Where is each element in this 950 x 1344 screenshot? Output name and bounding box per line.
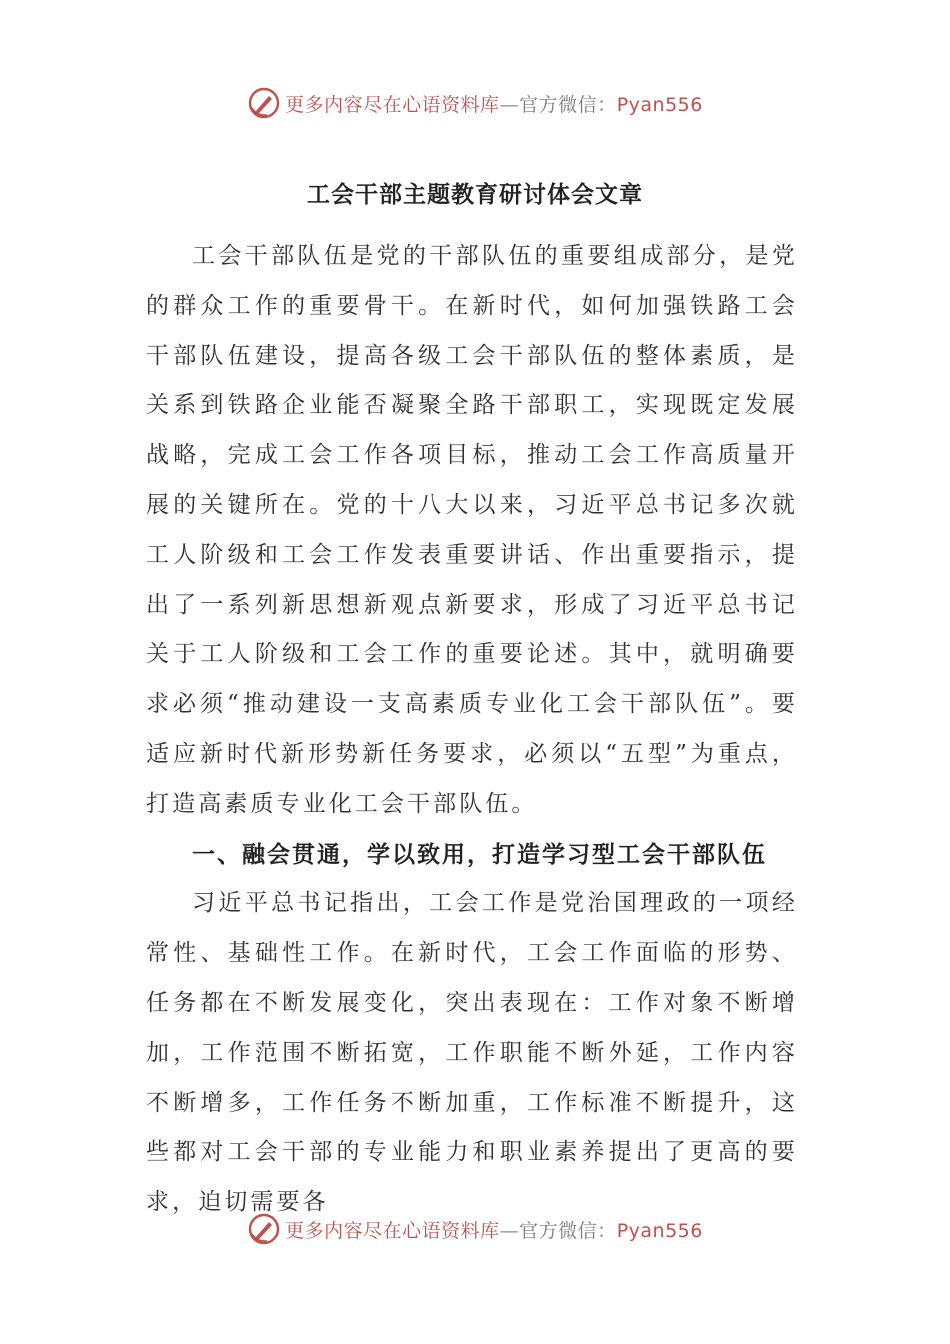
watermark-footer: [0, 1209, 950, 1249]
paragraph-section-1: 习近平总书记指出，工会工作是党治国理政的一项经常性、基础性工作。在新时代，工会工作面临的形势、任务都在不断发展变化，突出表现在：工作对象不断增加，工作范围不断拓宽，工作职能不断外延，工作内容不断增多，工作任务不断加重，工作标准不断提升，这些都对工会干部的专业能力和职业素养提出了更高的要求，迫切需要各: [146, 890, 798, 1216]
paragraph-intro: 工会干部队伍是党的干部队伍的重要组成部分，是党的群众工作的重要骨干。在新时代，如何加强铁路工会干部队伍建设，提高各级工会干部队伍的整体素质，是关系到铁路企业能否凝聚全路干部职工，实现既定发展战略，完成工会工作各项目标，推动工会工作高质量开展的关键所在。党的十八大以来，习近平总书记多次就工人阶级和工会工作发表重要讲话、作出重要指示，提出了一系列新思想新观点新要求，形成了习近平总书记关于工人阶级和工会工作的重要论述。其中，就明确要求必须“推动建设一支高素质专业化工会干部队伍”。要适应新时代新形势新任务要求，必须以“五型”为重点，打造高素质专业化工会干部队伍。: [146, 243, 798, 817]
section-heading-1: 一、融会贯通，学以致用，打造学习型工会干部队伍: [192, 840, 767, 868]
document-body: [146, 232, 798, 1228]
watermark-wechat-label: 官方微信：: [519, 1219, 617, 1242]
pen-circle-icon: [247, 1212, 281, 1246]
watermark-wechat-label: 官方微信：: [519, 93, 617, 116]
watermark-separator: —: [499, 93, 520, 116]
watermark-text: [285, 90, 703, 117]
watermark-separator: —: [499, 1219, 520, 1242]
pen-circle-icon: [247, 86, 281, 120]
watermark-text: [285, 1216, 703, 1243]
watermark-main-text: 更多内容尽在心语资料库: [285, 93, 500, 116]
watermark-main-text: 更多内容尽在心语资料库: [285, 1219, 500, 1242]
watermark-wechat-id: Pyan556: [616, 1219, 703, 1242]
watermark-wechat-id: Pyan556: [616, 93, 703, 116]
watermark-header: [0, 83, 950, 123]
document-title: 工会干部主题教育研讨体会文章: [307, 181, 643, 208]
